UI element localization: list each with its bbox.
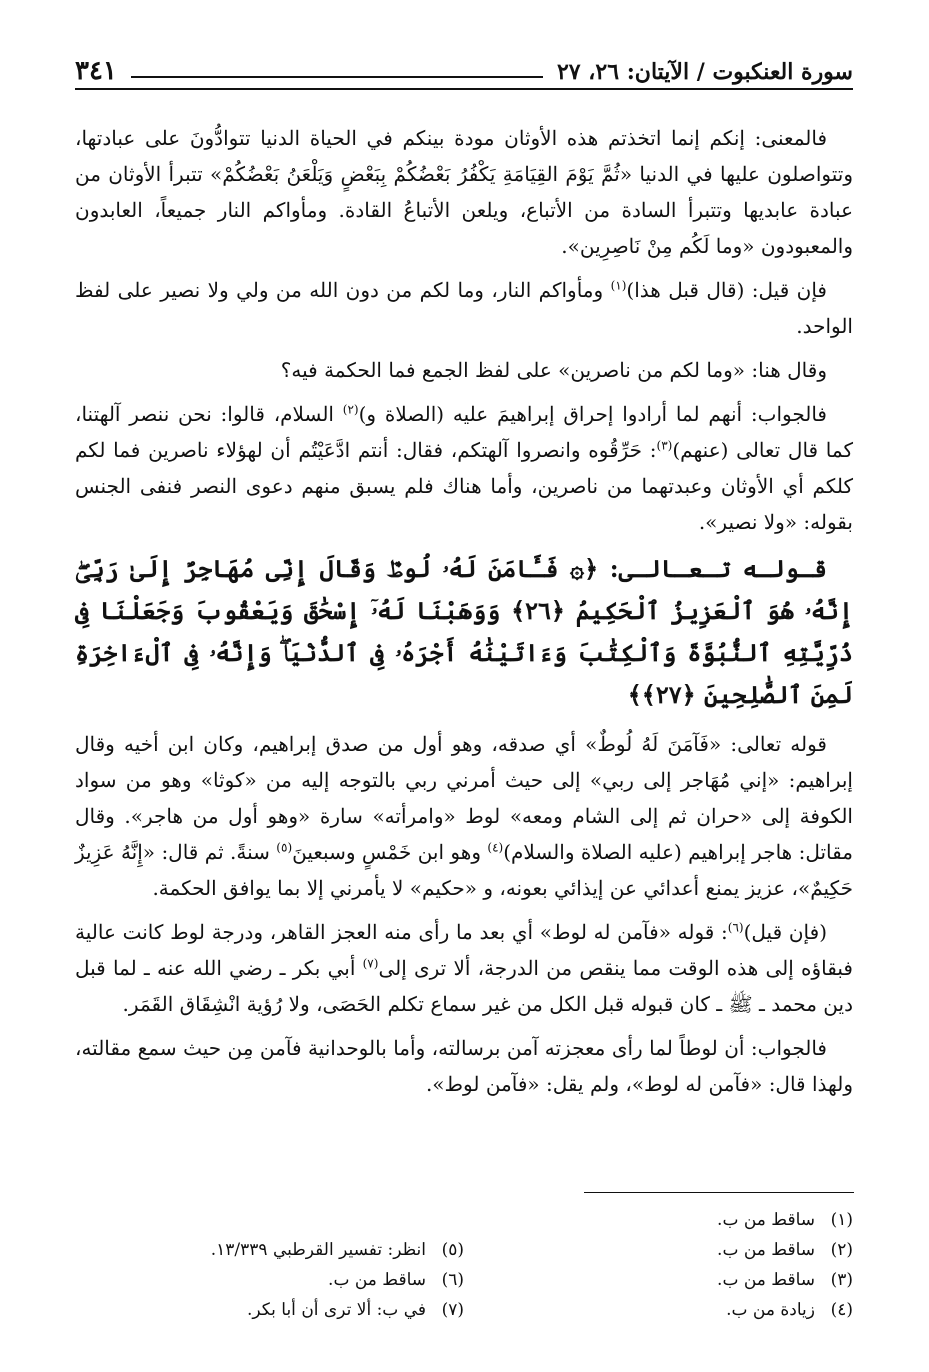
quran-verse: قـولـه تـعـالـى: ﴿۞ فَـَٔامَنَ لَهُۥ لُوطٌۘ وَقَالَ إِنِّى مُهَاجِرٌ إِلَىٰ رَبِّىٓۖ إِنَّهُۥ هُوَ ٱلْعَزِيزُ ٱلْحَكِيمُ ﴿٢٦﴾ وَوَهَبْنَا لَهُۥٓ إِسْحَٰقَ وَيَعْقُوبَ وَجَعَلْنَا فِى ذُرِّيَّتِهِ ٱلنُّبُوَّةَ وَٱلْكِتَٰبَ وَءَاتَيْنَٰهُ أَجْرَهُۥ فِى ٱلدُّنْيَاۖ وَإِنَّهُۥ فِى ٱلْءَاخِرَةِ لَمِنَ ٱلصَّٰلِحِينَ ﴿٢٧﴾﴾ bbox=[75, 554, 854, 709]
footnote-ref-3: (٣) bbox=[656, 438, 673, 453]
page-body bbox=[75, 120, 853, 1110]
paragraph-4: فالجواب: أنهم لما أرادوا إحراق إبراهيمَ عليه (الصلاة و)$^{(٢)}$ السلام، قالوا: نحن ننصر آلهتنا، كما قال تعالى (عنهم)$^{(٣)}$: حَرِّقُوه وانصروا آلهتكم، فقال: أنتم ادَّعَيْتُم أن لهؤلاء ناصرين فما لكم كلكم أي الأوثان وعبدتهما من ناصرين، وأما هناك فلم يسبق منهم دعوى النصر فنفى الجنس بقوله: «ولا نصير». bbox=[75, 402, 853, 534]
paragraph-6: (فإن قيل)$^{(٦)}$: قوله «فآمن له لوط» أي بعد ما رأى منه العجز القاهر، ودرجة لوط كانت عالية فبقاؤه إلى هذه الوقت مما ينقص من الدرجة، ألا ترى إلى$^{(٧)}$ أبي بكر ـ رضي الله عنه ـ لما قبل دين محمد ـ ﷺ ـ كان قبوله قبل الكل من غير سماع تكلم الحَصَى، ولا رُؤية انْشِقَاق القَمَر. bbox=[75, 920, 853, 1016]
footnotes bbox=[75, 1205, 853, 1325]
footnote-7: (٧)في ب: ألا ترى أن أبا بكر. bbox=[246, 1300, 464, 1320]
footnote-ref-6: (٦) bbox=[727, 920, 744, 935]
footnotes-left-column bbox=[75, 1205, 464, 1325]
footnote-5: (٥)انظر: تفسير القرطبي ١٣/٣٣٩. bbox=[210, 1240, 464, 1260]
running-title: سورة العنكبوت / الآيتان: ٢٦، ٢٧ bbox=[556, 59, 853, 85]
page-header bbox=[75, 50, 853, 90]
page-number: ٣٤١ bbox=[75, 56, 117, 86]
footnote-ref-7: (٧) bbox=[362, 956, 379, 971]
footnote-ref-2: (٢) bbox=[342, 402, 359, 417]
footnote-ref-1: (١) bbox=[610, 278, 627, 293]
paragraph-1: فالمعنى: إنكم إنما اتخذتم هذه الأوثان مودة بينكم في الحياة الدنيا تتوادُّونَ على عبادتها، وتتواصلون عليها في الدنيا «ثُمَّ يَوْمَ القِيَامَةِ يَكْفُرُ بَعْضُكُمْ بِبَعْضٍ وَيَلْعَنُ بَعْضُكُمْ» تتبرأ الأوثان من عبادة عابديها وتتبرأ السادة من الأتباع، ويلعن الأتباعُ القادة. ومأواكم النار جميعاً، العابدون والمعبودون «وما لَكُم مِنْ نَاصِرِين». bbox=[75, 126, 853, 258]
footnote-6: (٦)ساقط من ب. bbox=[328, 1270, 464, 1290]
header-rule bbox=[131, 76, 543, 78]
footnote-1: (١)ساقط من ب. bbox=[717, 1210, 853, 1230]
paragraph-7: فالجواب: أن لوطاً لما رأى معجزته آمن برسالته، وأما بالوحدانية فآمن مِن حيث سمع مقالته، ولهذا قال: «فآمن له لوط»، ولم يقل: «فآمن لوط». bbox=[75, 1036, 853, 1096]
footnote-4: (٤)زيادة من ب. bbox=[726, 1300, 853, 1320]
paragraph-3: وقال هنا: «وما لكم من ناصرين» على لفظ الجمع فما الحكمة فيه؟ bbox=[280, 358, 827, 382]
footnote-3: (٣)ساقط من ب. bbox=[717, 1270, 853, 1290]
paragraph-5: قوله تعالى: «فَآمَنَ لَهُ لُوطٌ» أي صدقه، وهو أول من صدق إبراهيم، وكان ابن أخيه وقال إبراهيم: «إني مُهَاجر إلى ربي» إلى حيث أمرني ربي بالتوجه إليه من «كوثا» وهو من سواد الكوفة إلى «حران ثم إلى الشام ومعه» لوط «وامرأته» سارة «وهو أول من هاجر». وقال مقاتل: هاجر إبراهيم (عليه الصلاة والسلام)$^{(٤)}$ وهو ابن خَمْسٍ وسبعينَ$^{(٥)}$ سنةً. ثم قال: «إِنَّهُ عَزِيزٌ حَكِيمٌ»، عزيز يمنع أعدائي عن إيذائي بعونه، و «حكيم» لا يأمرني إلا بما يوافق الحكمة. bbox=[75, 732, 853, 900]
footnote-ref-4: (٤) bbox=[487, 840, 504, 855]
footnote-divider bbox=[584, 1192, 854, 1193]
footnotes-right-column bbox=[464, 1205, 853, 1325]
footnote-2: (٢)ساقط من ب. bbox=[717, 1240, 853, 1260]
paragraph-2: فإن قيل: (قال قبل هذا)$^{(١)}$ ومأواكم النار، وما لكم من دون الله من ولي ولا نصير على لفظ الواحد. bbox=[75, 278, 853, 338]
footnote-ref-5: (٥) bbox=[276, 840, 293, 855]
